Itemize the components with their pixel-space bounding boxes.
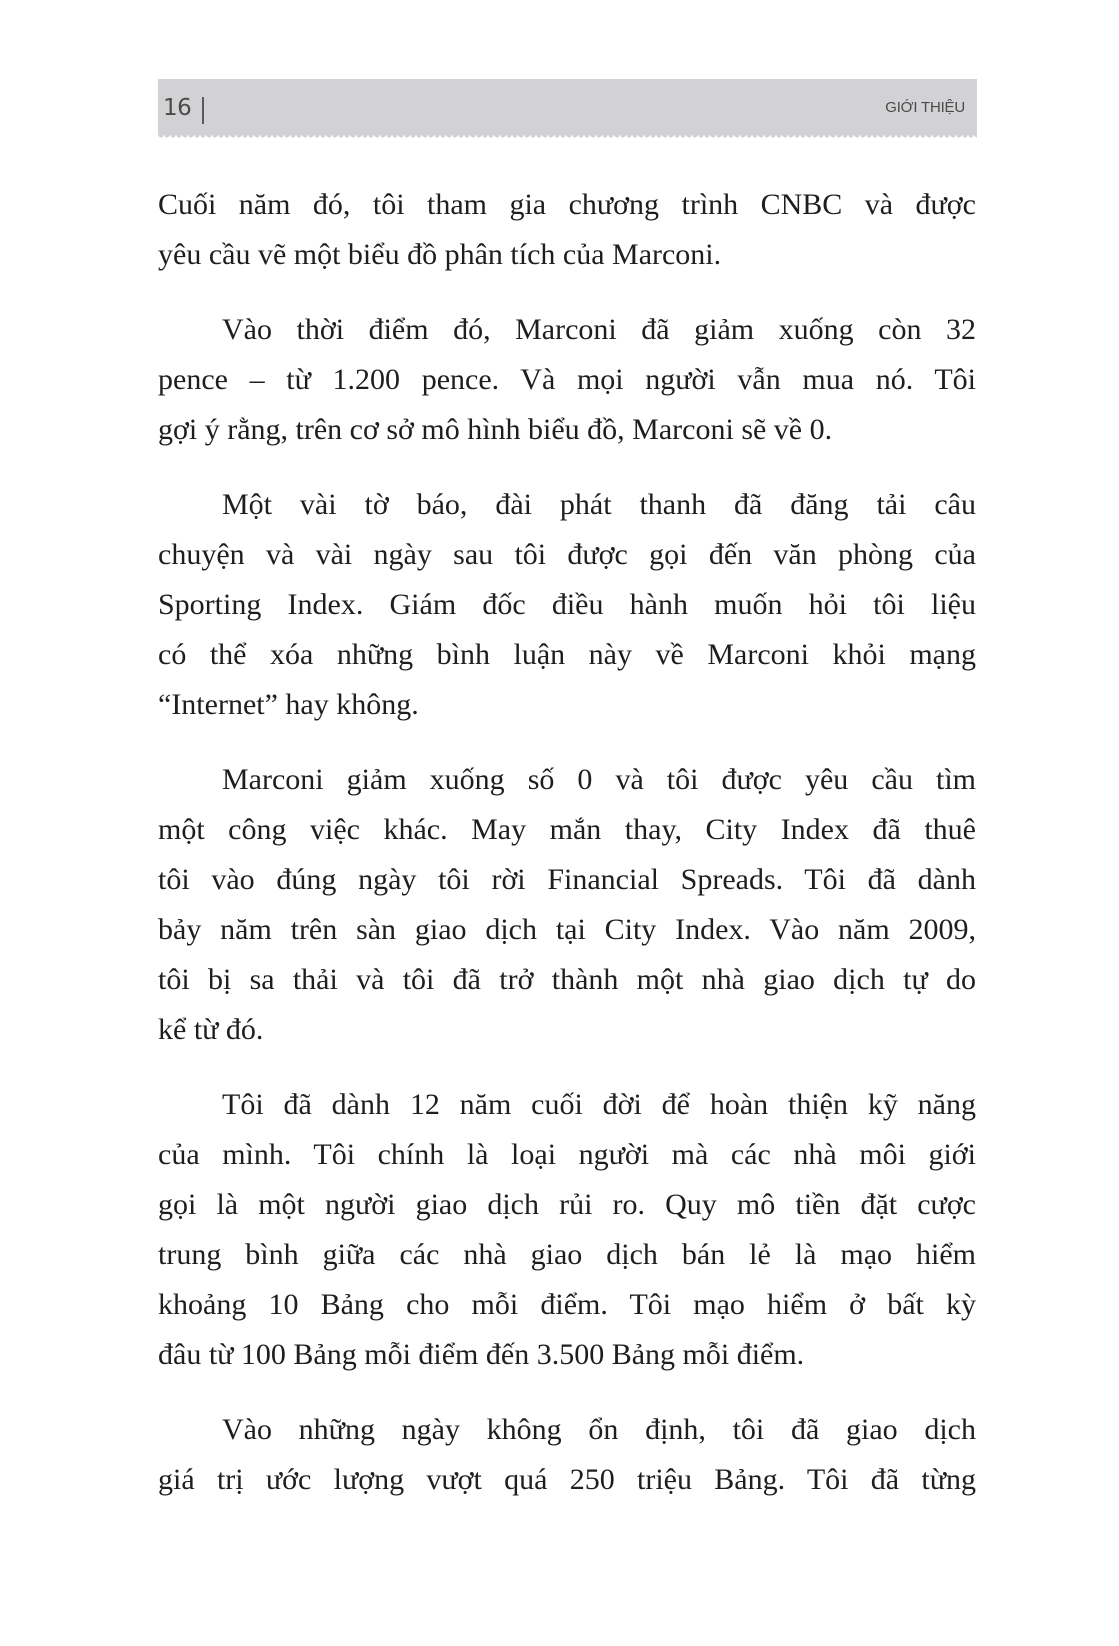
text-line: Cuối năm đó, tôi tham gia chương trình CNBC và được xyxy=(158,188,976,221)
text-line: trung bình giữa các nhà giao dịch bán lẻ là mạo hiểm xyxy=(158,1238,976,1271)
text-line: Vào thời điểm đó, Marconi đã giảm xuống còn 32 xyxy=(222,313,976,346)
text-line: đâu từ 100 Bảng mỗi điểm đến 3.500 Bảng mỗi điểm. xyxy=(158,1338,805,1371)
header-divider xyxy=(202,97,204,124)
section-title: GIỚI THIỆU xyxy=(885,99,965,116)
paragraph xyxy=(158,180,976,280)
paragraph xyxy=(158,1080,976,1380)
text-line: có thể xóa những bình luận này về Marconi khỏi mạng xyxy=(158,638,976,671)
text-line: Một vài tờ báo, đài phát thanh đã đăng tải câu xyxy=(222,488,976,521)
text-line: gọi là một người giao dịch rủi ro. Quy mô tiền đặt cược xyxy=(158,1188,976,1221)
body-text xyxy=(158,180,976,1530)
text-line: yêu cầu vẽ một biểu đồ phân tích của Marconi. xyxy=(158,238,722,271)
text-line: khoảng 10 Bảng cho mỗi điểm. Tôi mạo hiểm ở bất kỳ xyxy=(158,1288,976,1321)
text-line: bảy năm trên sàn giao dịch tại City Index. Vào năm 2009, xyxy=(158,913,976,946)
text-line: tôi vào đúng ngày tôi rời Financial Spreads. Tôi đã dành xyxy=(158,863,976,896)
paragraph xyxy=(158,1405,976,1505)
text-line: kể từ đó. xyxy=(158,1013,264,1046)
text-line: của mình. Tôi chính là loại người mà các nhà môi giới xyxy=(158,1138,976,1171)
text-line: tôi bị sa thải và tôi đã trở thành một nhà giao dịch tự do xyxy=(158,963,976,996)
paragraph xyxy=(158,480,976,730)
running-header xyxy=(158,79,977,135)
text-line: giá trị ước lượng vượt quá 250 triệu Bảng. Tôi đã từng xyxy=(158,1463,976,1496)
text-line: Vào những ngày không ổn định, tôi đã giao dịch xyxy=(222,1413,976,1446)
text-line: pence – từ 1.200 pence. Và mọi người vẫn mua nó. Tôi xyxy=(158,363,976,396)
text-line: một công việc khác. May mắn thay, City Index đã thuê xyxy=(158,813,976,846)
paragraph xyxy=(158,755,976,1055)
text-line: “Internet” hay không. xyxy=(158,688,419,721)
paragraph xyxy=(158,305,976,455)
text-line: Sporting Index. Giám đốc điều hành muốn hỏi tôi liệu xyxy=(158,588,976,621)
text-line: Marconi giảm xuống số 0 và tôi được yêu cầu tìm xyxy=(222,763,976,796)
text-line: gợi ý rằng, trên cơ sở mô hình biểu đồ, Marconi sẽ về 0. xyxy=(158,413,833,446)
page-number: 16 xyxy=(163,95,192,121)
text-line: chuyện và vài ngày sau tôi được gọi đến văn phòng của xyxy=(158,538,976,571)
text-line: Tôi đã dành 12 năm cuối đời để hoàn thiện kỹ năng xyxy=(222,1088,976,1121)
